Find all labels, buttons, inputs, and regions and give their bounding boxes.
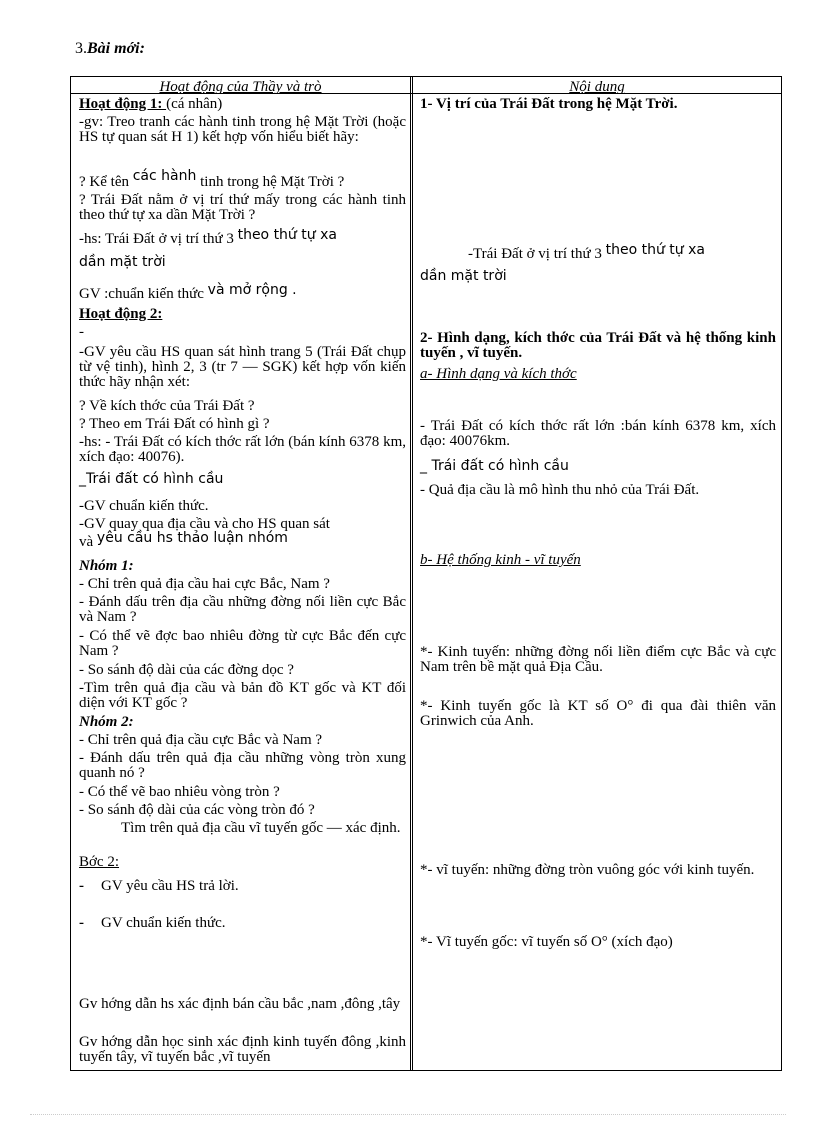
handwritten-text: dần mặt trời [420, 268, 507, 284]
left-text: -hs: Trái Đất ở vị trí thứ 3 [79, 231, 238, 247]
left-text: GV :chuẩn kiến thức [79, 286, 208, 302]
group-1-title: Nhóm 1: [79, 558, 134, 574]
left-text: - Đánh dấu trên quả địa cầu những vòng tròn xung quanh nó ? [79, 750, 406, 781]
left-text: Gv hớng dẫn hs xác định bán cầu bắc ,nam ,đông ,tây [79, 996, 401, 1012]
left-text: -GV chuẩn kiến thức. [79, 498, 209, 514]
group-2-title: Nhóm 2: [79, 714, 134, 730]
right-text: *- Vĩ tuyến gốc: vĩ tuyến số O° (xích đạo) [420, 934, 673, 950]
handwritten-text: và mở rộng . [207, 282, 297, 298]
left-text: -GV quay qua địa cầu và cho HS quan sát [79, 516, 330, 532]
right-text: - Trái Đất có kích thớc rất lớn :bán kính 6378 km, xích đạo: 40076km. [420, 418, 776, 449]
right-text: *- Kinh tuyến gốc là KT số O° đi qua đài thiên văn Grinwich của Anh. [420, 698, 776, 729]
section-heading [75, 40, 145, 58]
left-text: - Có thể vẽ bao nhiêu vòng tròn ? [79, 784, 280, 800]
handwritten-text: yêu cầu hs thảo luận nhóm [96, 530, 288, 546]
handwritten-text: _ Trái đất có hình cầu [420, 458, 569, 474]
header-right: Nội dung [569, 79, 625, 93]
left-text: và [79, 534, 97, 550]
right-text: -Trái Đất ở vị trí thứ 3 [468, 246, 606, 262]
left-text: -gv: Treo tranh các hành tinh trong hệ Mặt Trời (hoặc HS tự quan sát H 1) kết hợp vốn hiểu biết hãy: [79, 114, 406, 145]
header-left: Hoạt động của Thầy và trò [159, 79, 322, 93]
right-text: *- Kinh tuyến: những đờng nối liền điểm cực Bắc và cực Nam trên bề mặt quả Địa Cầu. [420, 644, 776, 675]
left-text: ? Kể tên [79, 174, 133, 190]
section-2-title: 2- Hình dạng, kích thớc của Trái Đất và hệ thống kinh tuyến , vĩ tuyến. [420, 330, 776, 361]
handwritten-text: theo thứ tự xa [237, 227, 337, 243]
left-text: tinh trong hệ Mặt Trời ? [196, 174, 345, 190]
section-1-title: 1- Vị trí của Trái Đất trong hệ Mặt Trời. [420, 96, 678, 112]
handwritten-text: các hành [132, 168, 197, 184]
left-text: -Tìm trên quả địa cầu và bản đồ KT gốc và KT đối diện với KT gốc ? [79, 680, 406, 711]
activity-1-note: (cá nhân) [166, 96, 223, 112]
lesson-table [70, 76, 782, 1071]
handwritten-text: _Trái đất có hình cầu [79, 471, 224, 487]
left-text: ? Về kích thớc của Trái Đất ? [79, 398, 255, 414]
left-text: - Chỉ trên quả địa cầu hai cực Bắc, Nam ? [79, 576, 330, 592]
column-divider [410, 77, 413, 1070]
left-text: ? Theo em Trái Đất có hình gì ? [79, 416, 270, 432]
left-text: - [79, 324, 84, 340]
teacher-student-column [79, 96, 406, 1065]
left-text: - So sánh độ dài của các vòng tròn đó ? [79, 802, 315, 818]
left-text: - Chỉ trên quả địa cầu cực Bắc và Nam ? [79, 732, 323, 748]
right-text: *- vĩ tuyến: những đờng tròn vuông góc với kinh tuyến. [420, 862, 755, 878]
left-text: -hs: - Trái Đất có kích thớc rất lớn (bán kính 6378 km, xích đạo: 40076). [79, 434, 406, 465]
handwritten-text: dần mặt trời [79, 254, 166, 270]
left-text: - Đánh dấu trên địa cầu những đờng nối liền cực Bắc và Nam ? [79, 594, 406, 625]
left-text: ? Trái Đất nằm ở vị trí thứ mấy trong các hành tinh theo thứ tự xa dần Mặt Trời ? [79, 192, 406, 223]
header-rule [71, 93, 781, 94]
left-text: - Có thể vẽ đợc bao nhiêu đờng từ cực Bắc đến cực Nam ? [79, 628, 406, 659]
right-text: - Quả địa cầu là mô hình thu nhỏ của Trái Đất. [420, 482, 700, 498]
left-text: Gv hớng dẫn học sinh xác định kinh tuyến đông ,kinh tuyến tây, vĩ tuyến bắc ,vĩ tuyến [79, 1034, 406, 1065]
left-text: - So sánh độ dài của các đờng dọc ? [79, 662, 294, 678]
activity-2-title: Hoạt động 2: [79, 306, 163, 322]
bullet-item: - GV yêu cầu HS trả lời. [79, 879, 406, 894]
page-bottom-rule [30, 1114, 786, 1115]
section-number: 3. [75, 40, 87, 57]
bullet-item: - GV chuẩn kiến thức. [79, 916, 406, 931]
left-text: -GV yêu cầu HS quan sát hình trang 5 (Trái Đất chụp từ vệ tinh), hình 2, 3 (tr 7 — SGK) kết hợp vốn kiến thức hãy nhận xét: [79, 344, 406, 390]
subsection-b-title: b- Hệ thống kinh - vĩ tuyến [420, 552, 581, 568]
section-title: Bài mới: [87, 40, 145, 57]
handwritten-text: theo thứ tự xa [605, 242, 705, 258]
activity-1-title: Hoạt động 1: [79, 96, 167, 112]
step-2-label: Bớc 2: [79, 854, 120, 870]
subsection-a-title: a- Hình dạng và kích thớc [420, 366, 577, 382]
left-text: Tìm trên quả địa cầu vĩ tuyến gốc — xác định. [121, 820, 401, 836]
